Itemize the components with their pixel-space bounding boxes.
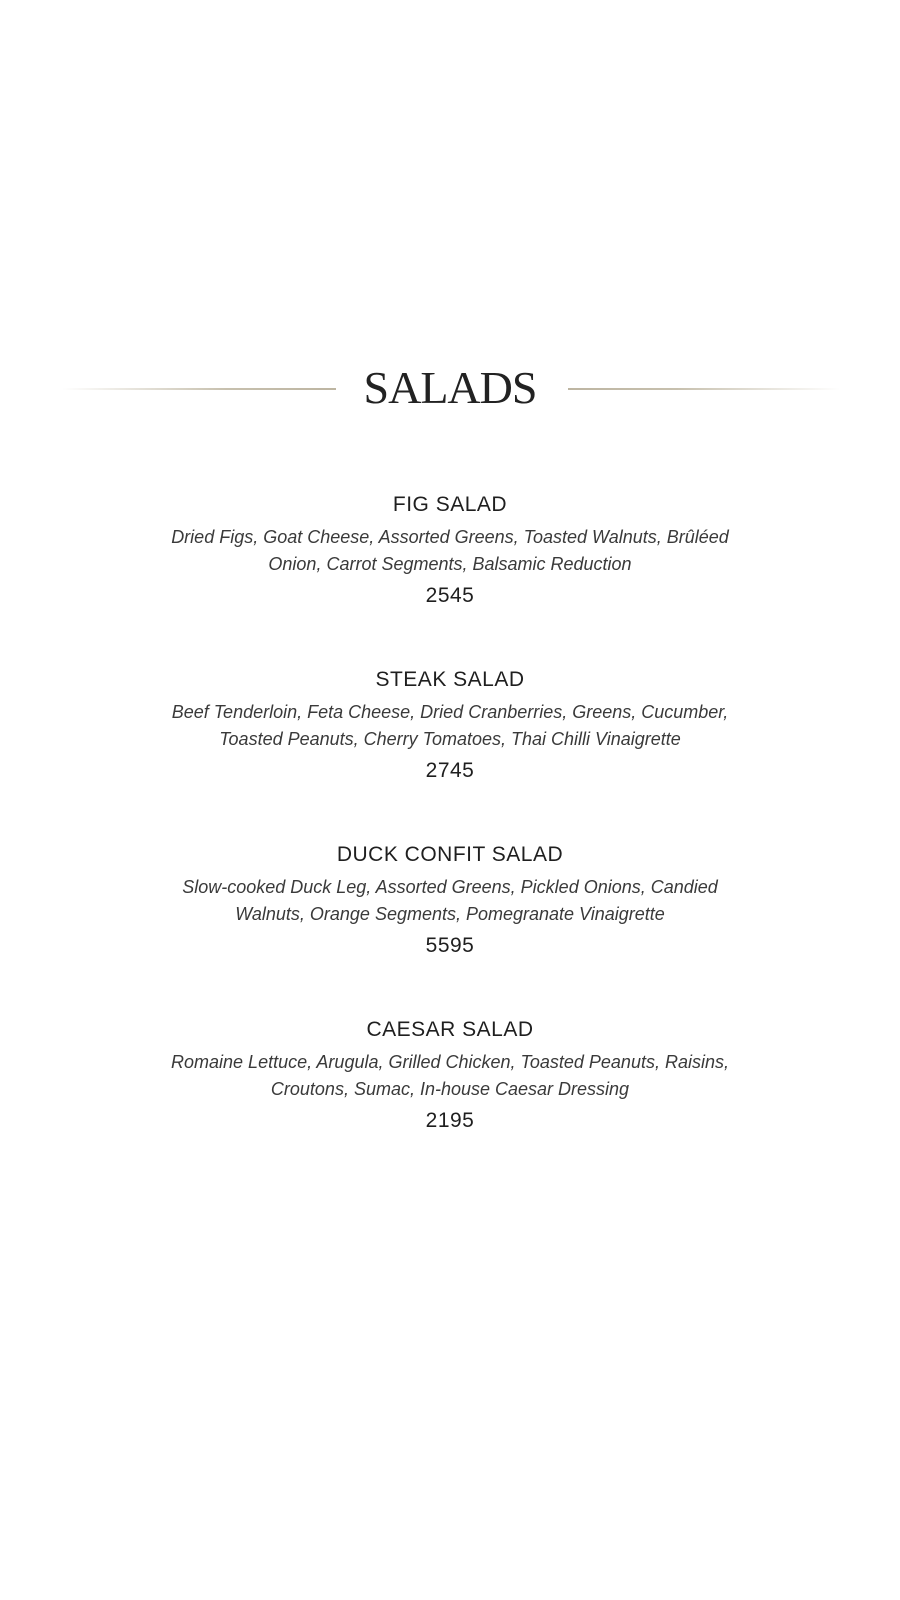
item-price: 2195 [425,1109,475,1132]
menu-item-caesar-salad [0,1017,900,1192]
item-description: Slow-cooked Duck Leg, Assorted Greens, Pickled Onions, Candied Walnuts, Orange Segments, Pomegranate Vinaigrette [182,877,718,924]
item-name: STEAK SALAD [375,668,525,691]
section-title: SALADS [363,362,537,413]
item-name: FIG SALAD [392,493,508,516]
menu-item-duck-confit-salad [0,842,900,1017]
item-description: Beef Tenderloin, Feta Cheese, Dried Cranberries, Greens, Cucumber, Toasted Peanuts, Cherry Tomatoes, Thai Chilli Vinaigrette [171,702,729,749]
menu-item-steak-salad [0,667,900,842]
menu-item-fig-salad [0,492,900,667]
item-description: Romaine Lettuce, Arugula, Grilled Chicken, Toasted Peanuts, Raisins, Croutons, Sumac, In-house Caesar Dressing [171,1052,729,1099]
divider-right [568,388,840,390]
item-price: 2745 [425,759,475,782]
item-price: 5595 [425,934,475,957]
section-header [0,358,900,418]
item-price: 2545 [425,584,475,607]
item-description: Dried Figs, Goat Cheese, Assorted Greens, Toasted Walnuts, Brûléed Onion, Carrot Segments, Balsamic Reduction [171,527,729,574]
menu-list [0,492,900,1192]
item-name: CAESAR SALAD [366,1018,534,1041]
item-name: DUCK CONFIT SALAD [336,843,564,866]
